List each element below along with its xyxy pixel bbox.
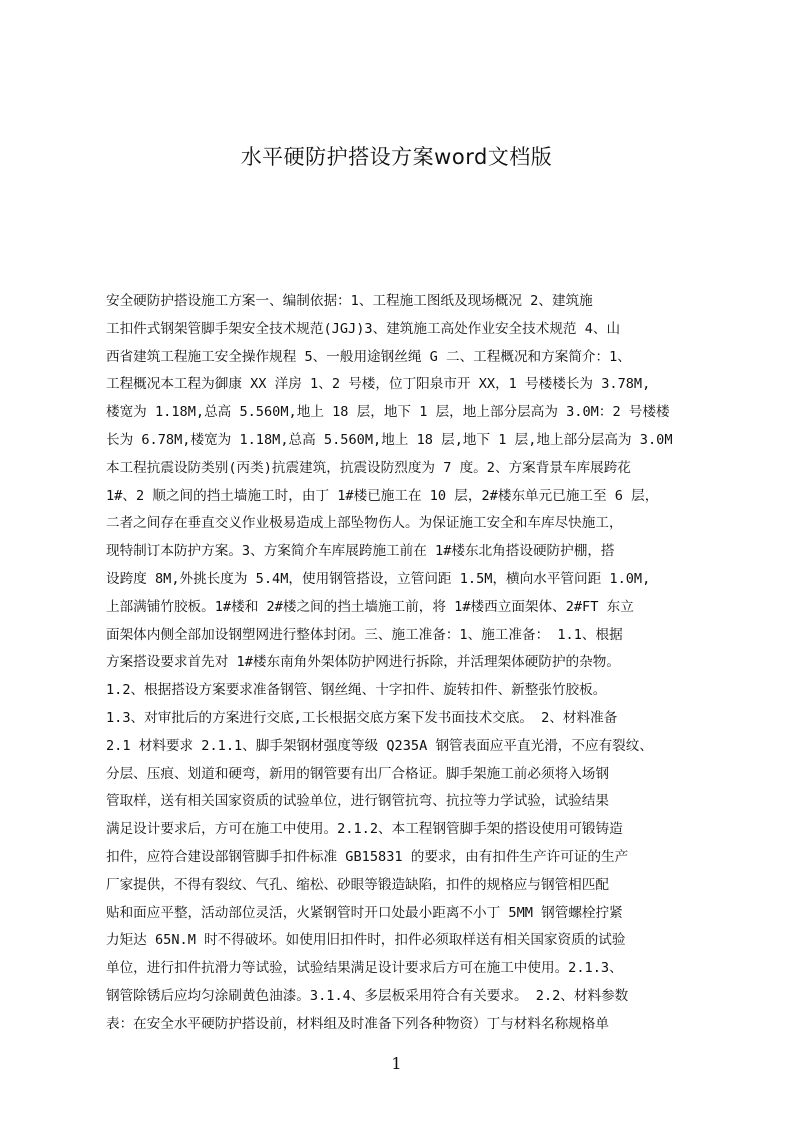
body-line: 工程概况本工程为御康 XX 洋房 1、2 号楼，位丁阳泉市开 XX，1 号楼楼长为 3.78M, — [106, 376, 651, 393]
body-line: 二者之间存在垂直交义作业极易造成上部坠物伤人。为保证施工安全和车库尽快施工， — [106, 515, 623, 532]
body-line: 1.2、根据搭设方案要求准备钢管、钢丝绳、十字扣件、旋转扣件、新整张竹胶板。 — [106, 682, 607, 699]
body-line: 表：在安全水平硬防护搭设前，材料组及时准备下列各种物资）丁与材料名称规格单 — [106, 1015, 609, 1032]
body-line: 单位，进行扣件抗滑力等试验，试验结果满足设计要求后方可在施工中使用。2.1.3、 — [106, 960, 623, 977]
body-line: 现特制订本防护方案。3、方案简介车库展跨施工前在 1#楼东北角搭设硬防护棚，搭 — [106, 543, 615, 560]
body-line: 1#、2 顺之间的挡土墙施工时，由丁 1#楼已施工在 10 层，2#楼东单元已施工至 6 层， — [106, 487, 659, 504]
body-line: 扣件，应符合建设部钢管脚手扣件标准 GB15831 的要求，由有扣件生产许可证的生产 — [106, 848, 629, 865]
body-line: 力矩达 65N.M 时不得破坏。如使用旧扣件时，扣件必须取样送有相关国家资质的试验 — [106, 932, 626, 949]
body-line: 方案搭设要求首先对 1#楼东南角外架体防护网进行拆除，并活理架体硬防护的杂物。 — [106, 654, 620, 671]
document-body — [106, 288, 698, 1039]
body-line: 贴和面应平整，活动部位灵活，火紧钢管时开口处最小距离不小丁 5MM 钢管螺栓拧紧 — [106, 904, 623, 921]
body-line: 长为 6.78M,楼宽为 1.18M,总高 5.560M,地上 18 层,地下 1 层,地上部分层高为 3.0M — [106, 431, 673, 448]
page-number: 1 — [391, 1054, 402, 1073]
body-line: 工扣件式钢架管脚手架安全技术规范(JGJ)3、建筑施工高处作业安全技术规范 4、山 — [106, 320, 621, 337]
body-line: 楼宽为 1.18M,总高 5.560M,地上 18 层，地下 1 层，地上部分层高为 3.0M：2 号楼楼 — [106, 404, 670, 421]
body-line: 设跨度 8M,外挑长度为 5.4M，使用钢管搭设，立管问距 1.5M，横向水平管问距 1.0M, — [106, 570, 651, 587]
body-line: 本工程抗震设防类别(丙类)抗震建筑，抗震设防烈度为 7 度。2、方案背景车库展跨花 — [106, 459, 631, 476]
body-line: 2.1 材料要求 2.1.1、脚手架钢材强度等级 Q235A 钢管表面应平直光滑，不应有裂纹、 — [106, 737, 653, 754]
body-line: 上部满铺竹胶板。1#楼和 2#楼之间的挡土墙施工前，将 1#楼西立面架体、2#FT 东立 — [106, 598, 634, 615]
body-line: 1.3、对审批后的方案进行交底,工长根据交底方案下发书面技术交底。 2、材料准备 — [106, 709, 618, 726]
document-title: 水平硬防护搭设方案word文档版 — [240, 145, 553, 169]
body-line: 安全硬防护搭设施工方案一、编制依据：1、工程施工图纸及现场概况 2、建筑施 — [106, 293, 593, 309]
body-line: 面架体内侧全部加设钢塑网进行整体封闭。三、施工准备：1、施工准备： 1.1、根据 — [106, 626, 623, 643]
body-line: 西省建筑工程施工安全操作规程 5、一般用途钢丝绳 G 二、工程概况和方案简介：1、 — [106, 348, 631, 365]
body-line: 满足设计要求后，方可在施工中使用。2.1.2、本工程钢管脚手架的搭设使用可锻铸造 — [106, 821, 623, 838]
body-line: 钢管除锈后应均匀涂刷黄色油漆。3.1.4、多层板采用符合有关要求。 2.2、材料参数 — [106, 987, 629, 1004]
body-line: 厂家提供，不得有裂纹、气孔、缩松、砂眼等锻造缺陷，扣件的规格应与钢管相匹配 — [106, 876, 609, 893]
body-line: 分层、压痕、划道和硬弯，新用的钢管要有出厂合格证。脚手架施工前必须将入场钢 — [106, 765, 609, 782]
body-line: 管取样，送有相关国家资质的试验单位，进行钢管抗弯、抗拉等力学试验，试验结果 — [106, 793, 609, 810]
